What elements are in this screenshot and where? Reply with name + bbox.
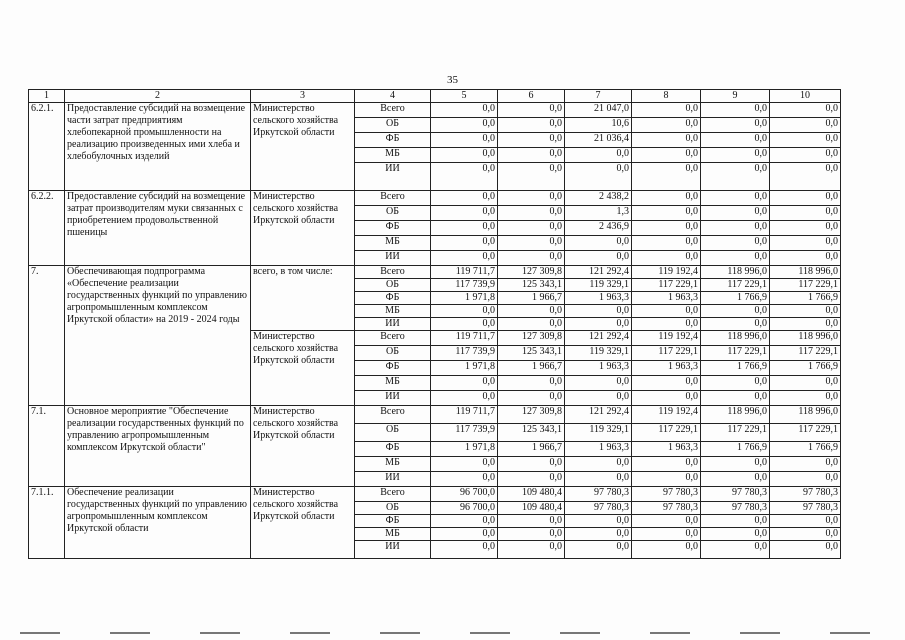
amount-cell: 1 966,7	[498, 292, 565, 305]
item-name: Предоставление субсидий на возмещение части затрат предприятиям хлебопекарной промышленности на реализацию произведенных ими хлеба и хлебобулочных изделий	[65, 103, 251, 191]
funding-source: Всего	[355, 487, 431, 502]
executor: Министерство сельского хозяйства Иркутской области	[251, 487, 355, 559]
amount-cell: 0,0	[770, 191, 841, 206]
funding-source: Всего	[355, 406, 431, 424]
amount-cell: 2 438,2	[565, 191, 632, 206]
funding-source: ОБ	[355, 424, 431, 442]
amount-cell: 0,0	[431, 133, 498, 148]
amount-cell: 0,0	[498, 472, 565, 487]
amount-cell: 117 229,1	[701, 346, 770, 361]
amount-cell: 1 971,8	[431, 292, 498, 305]
amount-cell: 0,0	[431, 305, 498, 318]
item-name: Предоставление субсидий на возмещение затрат производителям муки связанных с приобретением продовольственной пшеницы	[65, 191, 251, 266]
funding-source: ОБ	[355, 279, 431, 292]
amount-cell: 1,3	[565, 206, 632, 221]
amount-cell: 0,0	[498, 191, 565, 206]
amount-cell: 0,0	[632, 236, 701, 251]
item-number: 6.2.2.	[29, 191, 65, 266]
table-row	[29, 406, 841, 424]
amount-cell: 0,0	[498, 251, 565, 266]
funding-source: ИИ	[355, 472, 431, 487]
table-row	[29, 191, 841, 206]
amount-cell: 0,0	[632, 528, 701, 541]
amount-cell: 0,0	[632, 133, 701, 148]
amount-cell: 0,0	[565, 376, 632, 391]
amount-cell: 0,0	[632, 221, 701, 236]
funding-source: МБ	[355, 305, 431, 318]
amount-cell: 0,0	[498, 391, 565, 406]
amount-cell: 119 329,1	[565, 346, 632, 361]
amount-cell: 0,0	[565, 236, 632, 251]
table-row	[29, 266, 841, 279]
amount-cell: 0,0	[498, 528, 565, 541]
amount-cell: 97 780,3	[565, 487, 632, 502]
amount-cell: 0,0	[498, 318, 565, 331]
amount-cell: 117 229,1	[770, 424, 841, 442]
amount-cell: 117 229,1	[632, 346, 701, 361]
amount-cell: 96 700,0	[431, 487, 498, 502]
amount-cell: 0,0	[431, 457, 498, 472]
amount-cell: 0,0	[770, 541, 841, 559]
amount-cell: 0,0	[565, 515, 632, 528]
amount-cell: 0,0	[770, 206, 841, 221]
amount-cell: 0,0	[498, 376, 565, 391]
amount-cell: 1 766,9	[770, 292, 841, 305]
amount-cell: 0,0	[770, 251, 841, 266]
amount-cell: 117 229,1	[770, 279, 841, 292]
amount-cell: 0,0	[498, 236, 565, 251]
amount-cell: 0,0	[632, 191, 701, 206]
amount-cell: 121 292,4	[565, 266, 632, 279]
amount-cell: 0,0	[701, 305, 770, 318]
amount-cell: 118 996,0	[701, 406, 770, 424]
scan-artifacts	[20, 632, 890, 638]
amount-cell: 0,0	[632, 103, 701, 118]
column-header: 7	[565, 90, 632, 103]
table-body	[29, 103, 841, 559]
amount-cell: 0,0	[632, 318, 701, 331]
item-number: 6.2.1.	[29, 103, 65, 191]
amount-cell: 1 963,3	[565, 361, 632, 376]
amount-cell: 21 047,0	[565, 103, 632, 118]
amount-cell: 0,0	[701, 376, 770, 391]
amount-cell: 0,0	[701, 148, 770, 163]
header-row	[29, 90, 841, 103]
funding-source: ИИ	[355, 391, 431, 406]
funding-source: Всего	[355, 331, 431, 346]
amount-cell: 0,0	[770, 305, 841, 318]
amount-cell: 0,0	[565, 251, 632, 266]
funding-source: ОБ	[355, 502, 431, 515]
amount-cell: 118 996,0	[701, 266, 770, 279]
amount-cell: 97 780,3	[632, 487, 701, 502]
funding-source: ФБ	[355, 292, 431, 305]
amount-cell: 1 766,9	[770, 442, 841, 457]
amount-cell: 0,0	[632, 376, 701, 391]
amount-cell: 1 971,8	[431, 442, 498, 457]
executor: Министерство сельского хозяйства Иркутской области	[251, 103, 355, 191]
funding-source: МБ	[355, 528, 431, 541]
amount-cell: 1 766,9	[701, 442, 770, 457]
amount-cell: 2 436,9	[565, 221, 632, 236]
item-number: 7.1.	[29, 406, 65, 487]
amount-cell: 127 309,8	[498, 331, 565, 346]
amount-cell: 0,0	[565, 541, 632, 559]
executor: Министерство сельского хозяйства Иркутской области	[251, 191, 355, 266]
amount-cell: 0,0	[632, 305, 701, 318]
amount-cell: 0,0	[498, 148, 565, 163]
amount-cell: 127 309,8	[498, 406, 565, 424]
column-header: 5	[431, 90, 498, 103]
amount-cell: 119 711,7	[431, 331, 498, 346]
amount-cell: 119 192,4	[632, 266, 701, 279]
funding-source: ИИ	[355, 541, 431, 559]
amount-cell: 121 292,4	[565, 406, 632, 424]
amount-cell: 119 192,4	[632, 331, 701, 346]
amount-cell: 0,0	[770, 472, 841, 487]
amount-cell: 0,0	[632, 515, 701, 528]
amount-cell: 0,0	[431, 541, 498, 559]
amount-cell: 0,0	[632, 391, 701, 406]
amount-cell: 0,0	[498, 163, 565, 191]
amount-cell: 0,0	[632, 206, 701, 221]
amount-cell: 97 780,3	[701, 487, 770, 502]
amount-cell: 125 343,1	[498, 346, 565, 361]
funding-source: ОБ	[355, 206, 431, 221]
amount-cell: 1 966,7	[498, 442, 565, 457]
amount-cell: 96 700,0	[431, 502, 498, 515]
amount-cell: 10,6	[565, 118, 632, 133]
amount-cell: 0,0	[632, 163, 701, 191]
amount-cell: 0,0	[701, 515, 770, 528]
amount-cell: 0,0	[770, 236, 841, 251]
amount-cell: 0,0	[770, 391, 841, 406]
amount-cell: 0,0	[431, 118, 498, 133]
amount-cell: 117 229,1	[632, 424, 701, 442]
amount-cell: 0,0	[770, 528, 841, 541]
amount-cell: 0,0	[431, 148, 498, 163]
amount-cell: 0,0	[701, 457, 770, 472]
page-number: 35	[447, 74, 458, 86]
executor: Министерство сельского хозяйства Иркутской области	[251, 406, 355, 487]
amount-cell: 0,0	[431, 515, 498, 528]
item-number: 7.	[29, 266, 65, 406]
amount-cell: 0,0	[632, 251, 701, 266]
amount-cell: 119 192,4	[632, 406, 701, 424]
funding-source: ФБ	[355, 221, 431, 236]
amount-cell: 1 766,9	[770, 361, 841, 376]
amount-cell: 118 996,0	[770, 331, 841, 346]
amount-cell: 0,0	[431, 206, 498, 221]
amount-cell: 119 711,7	[431, 266, 498, 279]
column-header: 10	[770, 90, 841, 103]
amount-cell: 119 329,1	[565, 279, 632, 292]
funding-source: ОБ	[355, 118, 431, 133]
column-header: 8	[632, 90, 701, 103]
amount-cell: 1 766,9	[701, 361, 770, 376]
amount-cell: 0,0	[770, 318, 841, 331]
amount-cell: 0,0	[632, 457, 701, 472]
amount-cell: 0,0	[498, 515, 565, 528]
amount-cell: 0,0	[770, 515, 841, 528]
amount-cell: 0,0	[565, 148, 632, 163]
amount-cell: 0,0	[498, 206, 565, 221]
table-row	[29, 103, 841, 118]
amount-cell: 0,0	[498, 305, 565, 318]
amount-cell: 1 963,3	[632, 292, 701, 305]
amount-cell: 0,0	[565, 318, 632, 331]
amount-cell: 97 780,3	[701, 502, 770, 515]
table-row	[29, 487, 841, 502]
amount-cell: 0,0	[701, 206, 770, 221]
funding-source: ИИ	[355, 318, 431, 331]
amount-cell: 0,0	[565, 457, 632, 472]
column-header: 3	[251, 90, 355, 103]
amount-cell: 118 996,0	[701, 331, 770, 346]
amount-cell: 0,0	[431, 191, 498, 206]
amount-cell: 117 739,9	[431, 424, 498, 442]
amount-cell: 109 480,4	[498, 502, 565, 515]
amount-cell: 0,0	[498, 103, 565, 118]
amount-cell: 1 963,3	[565, 442, 632, 457]
amount-cell: 0,0	[701, 133, 770, 148]
amount-cell: 1 963,3	[565, 292, 632, 305]
amount-cell: 0,0	[498, 221, 565, 236]
amount-cell: 0,0	[431, 472, 498, 487]
amount-cell: 0,0	[431, 318, 498, 331]
amount-cell: 97 780,3	[632, 502, 701, 515]
amount-cell: 0,0	[701, 191, 770, 206]
amount-cell: 0,0	[701, 541, 770, 559]
amount-cell: 0,0	[770, 118, 841, 133]
amount-cell: 0,0	[498, 133, 565, 148]
funding-source: ФБ	[355, 442, 431, 457]
amount-cell: 0,0	[701, 528, 770, 541]
funding-source: ИИ	[355, 251, 431, 266]
amount-cell: 0,0	[770, 457, 841, 472]
amount-cell: 1 766,9	[701, 292, 770, 305]
amount-cell: 0,0	[770, 148, 841, 163]
item-number: 7.1.1.	[29, 487, 65, 559]
amount-cell: 0,0	[701, 103, 770, 118]
amount-cell: 0,0	[770, 103, 841, 118]
amount-cell: 1 963,3	[632, 361, 701, 376]
funding-source: МБ	[355, 148, 431, 163]
funding-source: ФБ	[355, 515, 431, 528]
funding-source: МБ	[355, 236, 431, 251]
amount-cell: 0,0	[701, 472, 770, 487]
executor: Министерство сельского хозяйства Иркутской области	[251, 331, 355, 406]
amount-cell: 1 971,8	[431, 361, 498, 376]
amount-cell: 0,0	[431, 103, 498, 118]
column-header: 2	[65, 90, 251, 103]
column-header: 6	[498, 90, 565, 103]
amount-cell: 0,0	[565, 472, 632, 487]
amount-cell: 0,0	[770, 376, 841, 391]
funding-source: Всего	[355, 266, 431, 279]
amount-cell: 0,0	[565, 391, 632, 406]
amount-cell: 0,0	[431, 251, 498, 266]
budget-table	[28, 89, 841, 559]
amount-cell: 1 966,7	[498, 361, 565, 376]
amount-cell: 0,0	[431, 163, 498, 191]
funding-source: Всего	[355, 103, 431, 118]
funding-source: Всего	[355, 191, 431, 206]
amount-cell: 0,0	[565, 163, 632, 191]
amount-cell: 0,0	[431, 221, 498, 236]
amount-cell: 0,0	[701, 251, 770, 266]
amount-cell: 0,0	[498, 118, 565, 133]
executor: всего, в том числе:	[251, 266, 355, 331]
amount-cell: 119 711,7	[431, 406, 498, 424]
amount-cell: 121 292,4	[565, 331, 632, 346]
funding-source: ИИ	[355, 163, 431, 191]
amount-cell: 0,0	[632, 541, 701, 559]
amount-cell: 118 996,0	[770, 406, 841, 424]
funding-source: ОБ	[355, 346, 431, 361]
amount-cell: 21 036,4	[565, 133, 632, 148]
column-header: 1	[29, 90, 65, 103]
amount-cell: 97 780,3	[565, 502, 632, 515]
amount-cell: 0,0	[431, 391, 498, 406]
amount-cell: 117 229,1	[701, 424, 770, 442]
amount-cell: 125 343,1	[498, 424, 565, 442]
item-name: Основное мероприятие "Обеспечение реализации государственных функций по управлению агропромышленным комплексом Иркутской области"	[65, 406, 251, 487]
amount-cell: 0,0	[701, 221, 770, 236]
column-header: 9	[701, 90, 770, 103]
item-name: Обеспечивающая подпрограмма «Обеспечение реализации государственных функций по управлению агропромышленным комплексом Иркутской области» на 2019 - 2024 годы	[65, 266, 251, 406]
amount-cell: 117 229,1	[701, 279, 770, 292]
amount-cell: 0,0	[701, 163, 770, 191]
funding-source: МБ	[355, 376, 431, 391]
amount-cell: 0,0	[701, 236, 770, 251]
amount-cell: 127 309,8	[498, 266, 565, 279]
amount-cell: 1 963,3	[632, 442, 701, 457]
amount-cell: 118 996,0	[770, 266, 841, 279]
amount-cell: 0,0	[701, 318, 770, 331]
amount-cell: 117 739,9	[431, 346, 498, 361]
funding-source: ФБ	[355, 361, 431, 376]
amount-cell: 0,0	[632, 118, 701, 133]
amount-cell: 0,0	[565, 528, 632, 541]
amount-cell: 0,0	[770, 133, 841, 148]
amount-cell: 0,0	[632, 148, 701, 163]
amount-cell: 0,0	[431, 236, 498, 251]
amount-cell: 97 780,3	[770, 502, 841, 515]
amount-cell: 97 780,3	[770, 487, 841, 502]
amount-cell: 0,0	[565, 305, 632, 318]
amount-cell: 0,0	[498, 541, 565, 559]
amount-cell: 0,0	[431, 528, 498, 541]
amount-cell: 117 739,9	[431, 279, 498, 292]
amount-cell: 0,0	[770, 221, 841, 236]
item-name: Обеспечение реализации государственных функций по управлению агропромышленным комплексом Иркутской области	[65, 487, 251, 559]
amount-cell: 0,0	[701, 391, 770, 406]
amount-cell: 119 329,1	[565, 424, 632, 442]
amount-cell: 0,0	[431, 376, 498, 391]
funding-source: МБ	[355, 457, 431, 472]
amount-cell: 0,0	[498, 457, 565, 472]
amount-cell: 109 480,4	[498, 487, 565, 502]
amount-cell: 125 343,1	[498, 279, 565, 292]
amount-cell: 117 229,1	[632, 279, 701, 292]
column-header: 4	[355, 90, 431, 103]
amount-cell: 0,0	[632, 472, 701, 487]
amount-cell: 0,0	[770, 163, 841, 191]
funding-source: ФБ	[355, 133, 431, 148]
amount-cell: 0,0	[701, 118, 770, 133]
amount-cell: 117 229,1	[770, 346, 841, 361]
